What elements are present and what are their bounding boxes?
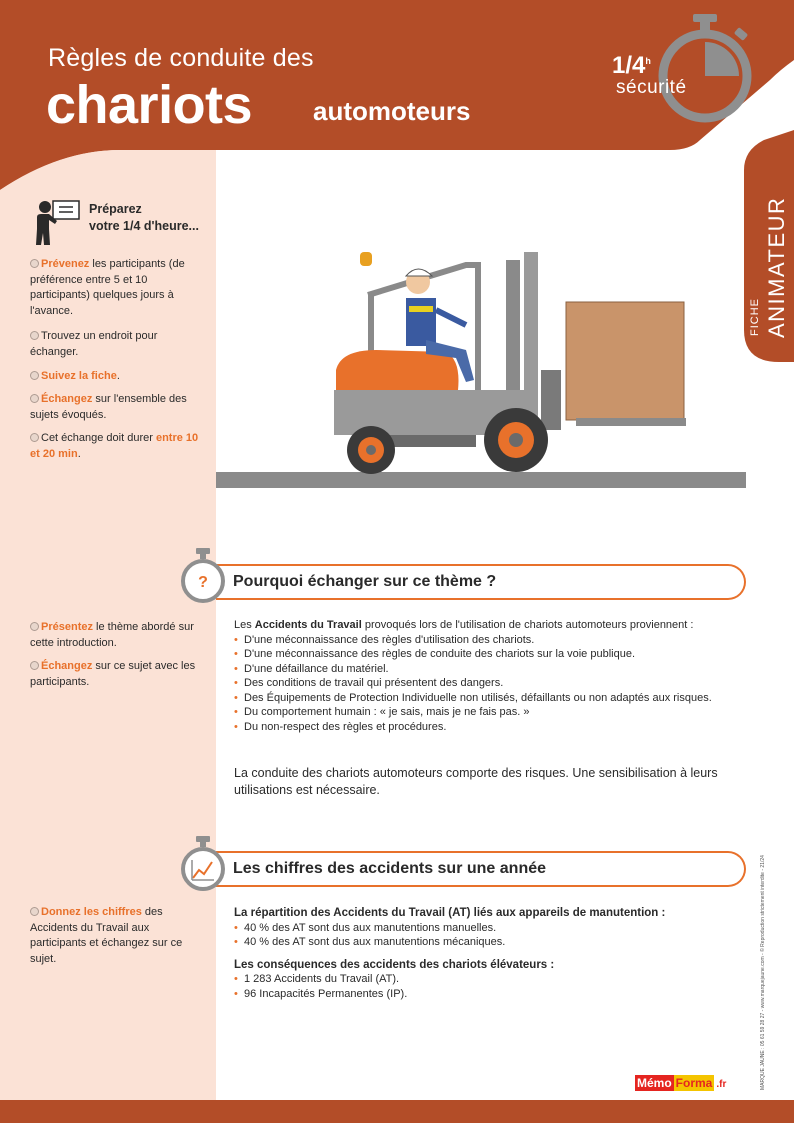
section1-side-item: Échangez sur ce sujet avec les participants. bbox=[30, 660, 196, 688]
memoforma-logo: Mémo Forma .fr bbox=[637, 1076, 727, 1090]
stopwatch-bullet-icon bbox=[30, 331, 39, 340]
list-item: • D'une méconnaissance des règles de conduite des chariots sur la voie publique. bbox=[234, 647, 734, 662]
section1-list bbox=[234, 633, 734, 735]
presenter-icon bbox=[35, 199, 81, 247]
stopwatch-bullet-icon bbox=[30, 907, 39, 916]
title-sub: automoteurs bbox=[313, 96, 471, 126]
stopwatch-icon bbox=[655, 14, 755, 134]
intro-item: Suivez la fiche. bbox=[30, 369, 206, 385]
title-line1: Règles de conduite des bbox=[48, 44, 314, 72]
section1-title: Pourquoi échanger sur ce thème ? bbox=[233, 573, 497, 590]
side-tab-small: FICHE bbox=[749, 298, 761, 336]
stopwatch-bullet-icon bbox=[30, 394, 39, 403]
side-tab-label bbox=[744, 178, 794, 358]
badge-word: sécurité bbox=[616, 77, 687, 98]
list-item: • Des Équipements de Protection Individuelle non utilisés, défaillants ou non adaptés aux risques. bbox=[234, 691, 734, 706]
side-tab-big: ANIMATEUR bbox=[764, 196, 789, 338]
list-item: • Du non-respect des règles et procédures. bbox=[234, 720, 734, 735]
stopwatch-bullet-icon bbox=[30, 259, 39, 268]
stopwatch-bullet-icon bbox=[30, 622, 39, 631]
chart-stopwatch-icon bbox=[180, 836, 226, 892]
section1-content bbox=[234, 618, 734, 734]
section2-title: Les chiffres des accidents sur une année bbox=[233, 860, 547, 877]
svg-text:?: ? bbox=[198, 574, 208, 591]
stopwatch-bullet-icon bbox=[30, 433, 39, 442]
section1-conclusion: La conduite des chariots automoteurs comporte des risques. Une sensibilisation à leurs utilisations est nécessaire. bbox=[234, 766, 718, 797]
question-stopwatch-icon bbox=[180, 548, 226, 604]
badge-fraction: 1/4$^h$ bbox=[612, 52, 651, 79]
section2-side-item: Donnez les chiffres des Accidents du Travail aux participants et échangez sur ce sujet. bbox=[30, 906, 183, 965]
intro-item: Trouvez un endroit pour échanger. bbox=[30, 330, 158, 358]
list-item: • 40 % des AT sont dus aux manutentions mécaniques. bbox=[234, 935, 734, 950]
section2-heading2: Les conséquences des accidents des chariots élévateurs : bbox=[234, 958, 555, 971]
stopwatch-bullet-icon bbox=[30, 371, 39, 380]
section2-content bbox=[234, 906, 734, 1001]
list-item: • 1 283 Accidents du Travail (AT). bbox=[234, 972, 734, 987]
section1-side-item: Présentez le thème abordé sur cette introduction. bbox=[30, 621, 194, 649]
forklift-illustration bbox=[216, 240, 746, 490]
list-item: • 40 % des AT sont dus aux manutentions manuelles. bbox=[234, 921, 734, 936]
list-item: • Du comportement humain : « je sais, mais je ne fais pas. » bbox=[234, 705, 734, 720]
section2-heading1: La répartition des Accidents du Travail (AT) liés aux appareils de manutention : bbox=[234, 907, 666, 919]
copyright-credit: MARQUE JAUNE : 05 61 59 28 27 - www.marquejaune.com - © Reproduction strictement interdite - 21/24 bbox=[760, 855, 766, 1090]
intro-item: Cet échange doit durer entre 10 et 20 min. bbox=[30, 432, 199, 460]
prepare-heading: Préparez votre 1/4 d'heure... bbox=[89, 202, 199, 233]
section1-intro: Les Accidents du Travail provoqués lors de l'utilisation de chariots automoteurs proviennent : bbox=[234, 619, 694, 631]
list-item: • D'une défaillance du matériel. bbox=[234, 662, 734, 677]
list-item: • Des conditions de travail qui présentent des dangers. bbox=[234, 676, 734, 691]
intro-item: Prévenez les participants (de préférence entre 5 et 10 participants) quelques jours à l'avance. bbox=[30, 258, 185, 317]
intro-item: Échangez sur l'ensemble des sujets évoqués. bbox=[30, 393, 187, 421]
footer-bar bbox=[0, 1100, 794, 1123]
stopwatch-bullet-icon bbox=[30, 661, 39, 670]
section2-list1 bbox=[234, 921, 734, 950]
list-item: • D'une méconnaissance des règles d'utilisation des chariots. bbox=[234, 633, 734, 648]
section2-list2 bbox=[234, 972, 734, 1001]
list-item: • 96 Incapacités Permanentes (IP). bbox=[234, 987, 734, 1002]
title-main: chariots bbox=[46, 75, 253, 135]
